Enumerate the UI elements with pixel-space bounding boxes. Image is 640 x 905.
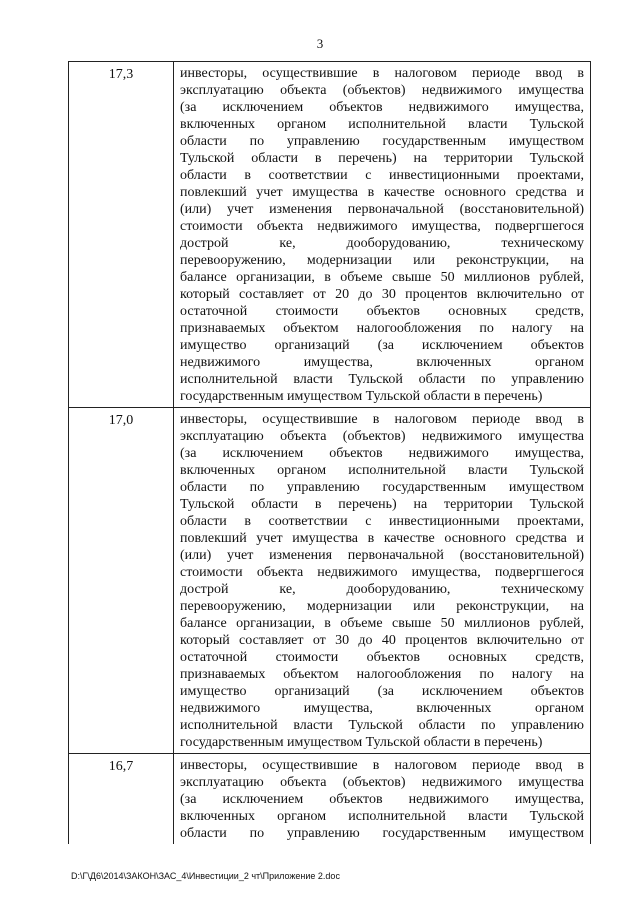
file-path-footer: D:\Г\Д6\2014\ЗАКОН\ЗАС_4\Инвестиции_2 чт\Приложение 2.doc	[71, 871, 340, 881]
text-line: повлекший учет имущества в качестве основного средства и	[180, 531, 584, 546]
text-line: имущество организаций (за исключением объектов	[180, 684, 584, 699]
text-line: остаточной стоимости объектов основных средств,	[180, 650, 584, 665]
condition-cell	[174, 408, 591, 754]
text-line: балансе организации, в объеме свыше 50 миллионов рублей,	[180, 616, 584, 631]
text-line: который составляет от 20 до 30 процентов включительно от	[180, 287, 584, 302]
table-row	[69, 62, 591, 408]
text-line: (за исключением объектов недвижимого имущества,	[180, 100, 584, 115]
text-line: повлекший учет имущества в качестве основного средства и	[180, 185, 584, 200]
tax-rate-value: 17,3	[108, 67, 134, 82]
table-row	[69, 408, 591, 754]
text-line: остаточной стоимости объектов основных средств,	[180, 304, 584, 319]
rate-cell	[69, 62, 174, 408]
rate-cell	[69, 754, 174, 845]
text-line: Тульской области в перечень) на территории Тульской	[180, 497, 584, 512]
text-line: эксплуатацию объекта (объектов) недвижимого имущества	[180, 83, 584, 98]
condition-text	[174, 408, 590, 753]
text-line: имущество организаций (за исключением объектов	[180, 338, 584, 353]
text-line: дострой ке, дооборудованию, техническому	[180, 236, 584, 251]
text-line: стоимости объекта недвижимого имущества, подвергшегося	[180, 565, 584, 580]
tax-rate-value: 16,7	[108, 759, 134, 774]
text-line: (или) учет изменения первоначальной (восстановительной)	[180, 202, 584, 217]
text-line: инвесторы, осуществившие в налоговом периоде ввод в	[180, 758, 584, 773]
text-line: инвесторы, осуществившие в налоговом периоде ввод в	[180, 66, 584, 81]
text-line: области по управлению государственным имуществом	[180, 480, 584, 495]
rate-cell	[69, 408, 174, 754]
text-line: (или) учет изменения первоначальной (восстановительной)	[180, 548, 584, 563]
text-line: эксплуатацию объекта (объектов) недвижимого имущества	[180, 775, 584, 790]
condition-text	[174, 754, 590, 844]
text-line: области по управлению государственным имуществом	[180, 826, 584, 841]
text-line: области по управлению государственным имуществом	[180, 134, 584, 149]
text-line: стоимости объекта недвижимого имущества, подвергшегося	[180, 219, 584, 234]
text-line: балансе организации, в объеме свыше 50 миллионов рублей,	[180, 270, 584, 285]
text-line: дострой ке, дооборудованию, техническому	[180, 582, 584, 597]
text-line: Тульской области в перечень) на территории Тульской	[180, 151, 584, 166]
text-line: недвижимого имущества, включенных органом	[180, 355, 584, 370]
table-body	[69, 62, 591, 845]
text-line: области в соответствии с инвестиционными проектами,	[180, 168, 584, 183]
text-line: перевооружению, модернизации или реконструкции, на	[180, 253, 584, 268]
text-line: исполнительной власти Тульской области по управлению	[180, 718, 584, 733]
text-line: включенных органом исполнительной власти Тульской	[180, 809, 584, 824]
table-row	[69, 754, 591, 845]
text-line: инвесторы, осуществившие в налоговом периоде ввод в	[180, 412, 584, 427]
condition-text	[174, 62, 590, 407]
condition-cell	[174, 754, 591, 845]
text-line: недвижимого имущества, включенных органом	[180, 701, 584, 716]
text-line: перевооружению, модернизации или реконструкции, на	[180, 599, 584, 614]
page-number: 3	[316, 36, 324, 51]
text-line: государственным имуществом Тульской области в перечень)	[180, 735, 543, 750]
text-line: (за исключением объектов недвижимого имущества,	[180, 792, 584, 807]
text-line: государственным имуществом Тульской области в перечень)	[180, 389, 543, 404]
text-line: признаваемых объектом налогообложения по налогу на	[180, 321, 584, 336]
text-line: области в соответствии с инвестиционными проектами,	[180, 514, 584, 529]
text-line: (за исключением объектов недвижимого имущества,	[180, 446, 584, 461]
condition-cell	[174, 62, 591, 408]
text-line: эксплуатацию объекта (объектов) недвижимого имущества	[180, 429, 584, 444]
text-line: который составляет от 30 до 40 процентов включительно от	[180, 633, 584, 648]
tax-rate-table	[68, 61, 591, 844]
text-line: признаваемых объектом налогообложения по налогу на	[180, 667, 584, 682]
tax-rate-value: 17,0	[108, 413, 134, 428]
text-line: включенных органом исполнительной власти Тульской	[180, 463, 584, 478]
text-line: исполнительной власти Тульской области по управлению	[180, 372, 584, 387]
text-line: включенных органом исполнительной власти Тульской	[180, 117, 584, 132]
